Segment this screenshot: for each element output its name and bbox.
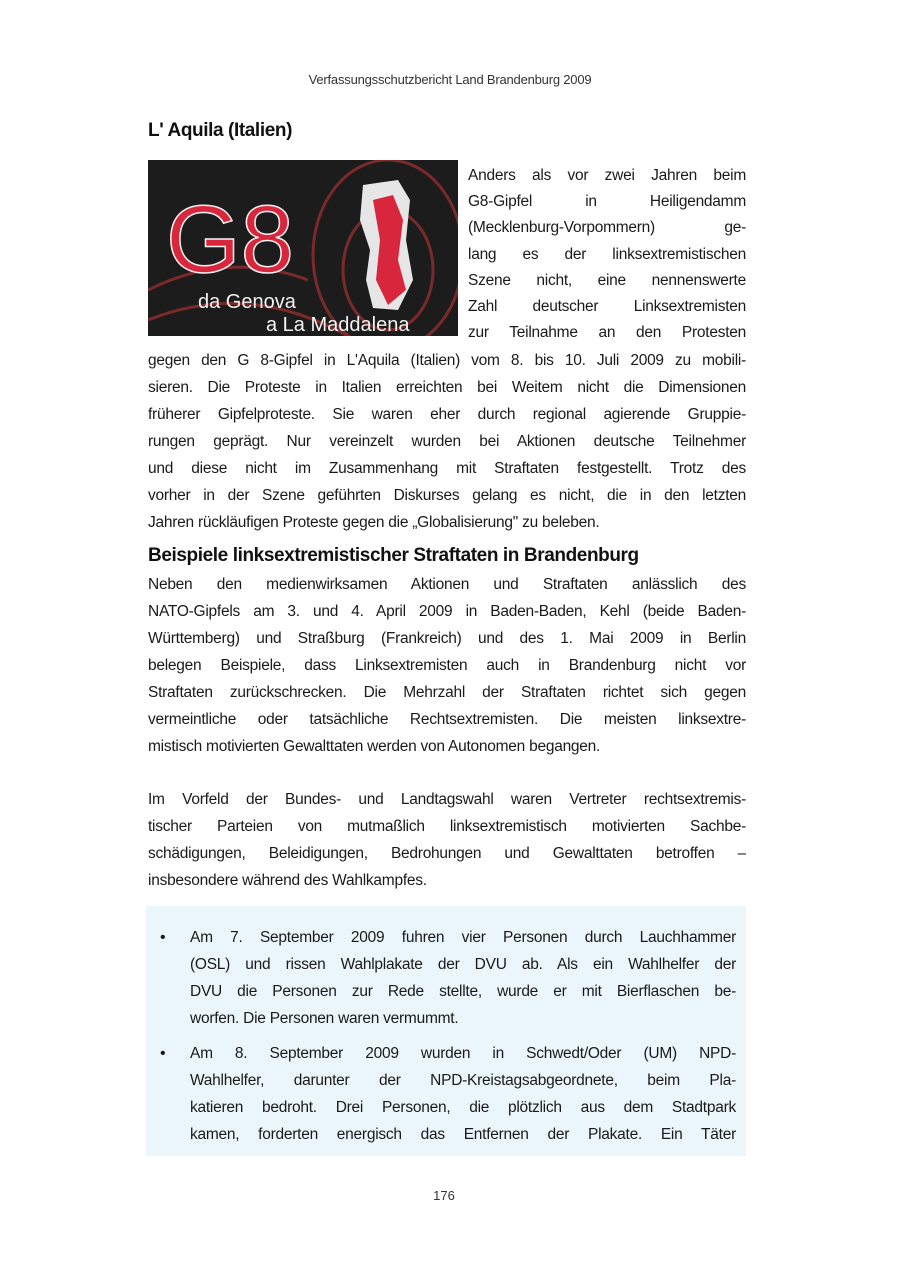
text-line: schädigungen, Beleidigungen, Bedrohungen und Gewalttaten betroffen – xyxy=(148,845,746,862)
text-line: Württemberg) und Straßburg (Frankreich) und des 1. Mai 2009 in Berlin xyxy=(148,630,746,647)
paragraph-1-full xyxy=(148,347,746,536)
page-number: 176 xyxy=(433,1188,455,1203)
text-line: G8-Gipfel in Heiligendamm xyxy=(468,193,746,211)
text-line: insbesondere während des Wahlkampfes. xyxy=(148,872,427,889)
section-heading-laquila: L' Aquila (Italien) xyxy=(148,120,292,141)
text-line: mistisch motivierten Gewalttaten werden von Autonomen begangen. xyxy=(148,738,601,755)
text-line: Jahren rückläufigen Proteste gegen die „Globalisierung" zu beleben. xyxy=(148,514,600,531)
bullet-icon: • xyxy=(160,1045,166,1062)
text-line: vorher in der Szene geführten Diskurses gelang es nicht, die in den letzten xyxy=(148,487,746,504)
text-line: kamen, forderten energisch das Entfernen der Plakate. Ein Täter xyxy=(190,1126,736,1143)
text-line: lang es der linksextremistischen xyxy=(468,245,746,263)
paragraph-3 xyxy=(148,786,746,894)
running-header: Verfassungsschutzbericht Land Brandenburg 2009 xyxy=(308,72,592,87)
text-line: Am 8. September 2009 wurden in Schwedt/Oder (UM) NPD- xyxy=(190,1045,736,1062)
text-line: belegen Beispiele, dass Linksextremisten auch in Brandenburg nicht vor xyxy=(148,657,746,674)
paragraph-2 xyxy=(148,571,746,760)
text-line: (OSL) und rissen Wahlplakate der DVU ab. Als ein Wahlhelfer der xyxy=(190,956,736,973)
text-line: Zahl deutscher Linksextremisten xyxy=(468,297,746,315)
text-line: (Mecklenburg-Vorpommern) ge- xyxy=(468,219,746,237)
text-line: DVU die Personen zur Rede stellte, wurde er mit Bierflaschen be- xyxy=(190,983,736,1000)
text-line: NATO-Gipfels am 3. und 4. April 2009 in Baden-Baden, Kehl (beide Baden- xyxy=(148,603,746,620)
text-line: tischer Parteien von mutmaßlich linksextremistisch motivierten Sachbe- xyxy=(148,818,746,835)
text-line: und diese nicht im Zusammenhang mit Straftaten festgestellt. Trotz des xyxy=(148,460,746,477)
examples-box xyxy=(146,906,746,1156)
bullet-text xyxy=(190,1040,736,1148)
text-line: vermeintliche oder tatsächliche Rechtsextremisten. Die meisten linksextre- xyxy=(148,711,746,728)
text-line: Anders als vor zwei Jahren beim xyxy=(468,167,746,184)
text-line: zur Teilnahme an den Protesten xyxy=(468,324,746,342)
text-line: Am 7. September 2009 fuhren vier Personen durch Lauchhammer xyxy=(190,929,736,946)
text-line: Wahlhelfer, darunter der NPD-Kreistagsabgeordnete, beim Pla- xyxy=(190,1072,736,1089)
text-line: katieren bedroht. Drei Personen, die plötzlich aus dem Stadtpark xyxy=(190,1099,736,1116)
section-heading-beispiele: Beispiele linksextremistischer Straftaten in Brandenburg xyxy=(148,545,639,566)
bullet-text xyxy=(190,924,736,1032)
g8-logo-image xyxy=(148,160,458,336)
text-line: worfen. Die Personen waren vermummt. xyxy=(190,1010,459,1027)
text-line: gegen den G 8-Gipfel in L'Aquila (Italien) vom 8. bis 10. Juli 2009 zu mobili- xyxy=(148,352,746,369)
text-line: sieren. Die Proteste in Italien erreichten bei Weitem nicht die Dimensionen xyxy=(148,379,746,396)
bullet-icon: • xyxy=(160,929,166,946)
text-line: Im Vorfeld der Bundes- und Landtagswahl waren Vertreter rechtsextremis- xyxy=(148,791,746,808)
logo-line1: da Genova xyxy=(198,291,296,313)
text-line: Straftaten zurückschrecken. Die Mehrzahl der Straftaten richtet sich gegen xyxy=(148,684,746,701)
logo-g8-text: G8 xyxy=(166,186,295,293)
text-line: Szene nicht, eine nennenswerte xyxy=(468,271,746,289)
text-line: rungen geprägt. Nur vereinzelt wurden bei Aktionen deutsche Teilnehmer xyxy=(148,433,746,450)
logo-line2: a La Maddalena xyxy=(266,314,410,336)
paragraph-1-beside-image xyxy=(468,163,746,346)
text-line: früherer Gipfelproteste. Sie waren eher durch regional agierende Gruppie- xyxy=(148,406,746,423)
text-line: Neben den medienwirksamen Aktionen und Straftaten anlässlich des xyxy=(148,576,746,593)
